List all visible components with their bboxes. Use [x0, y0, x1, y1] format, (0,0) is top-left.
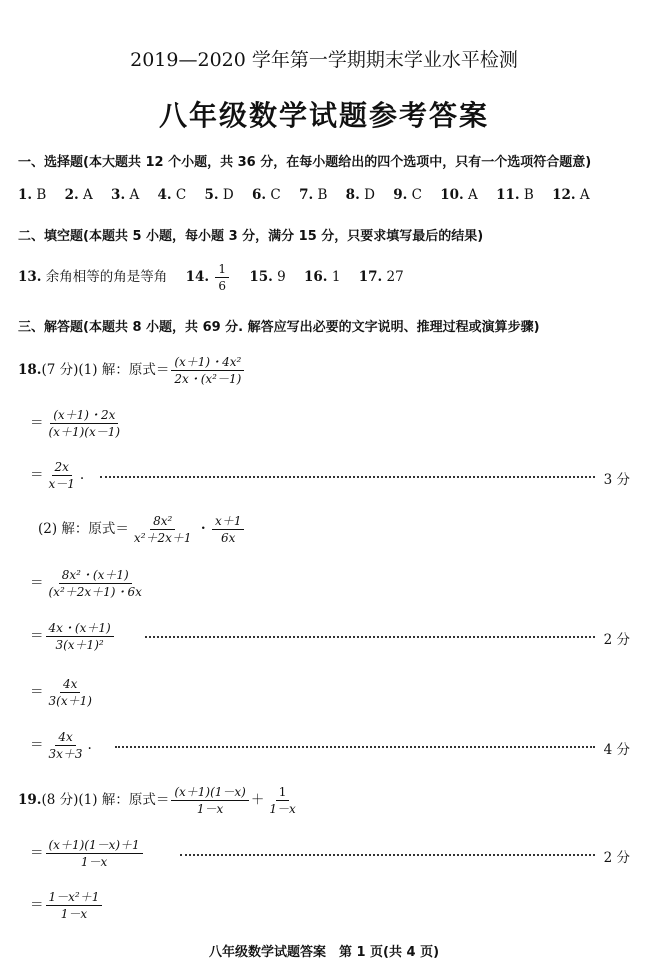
score-marker: 2 分 [603, 632, 630, 648]
fraction: $\frac{\text{8x²}}{\text{x²＋2x＋1}}$ [133, 514, 192, 545]
choice-answer: 9. C [393, 187, 422, 203]
score-marker: 4 分 [603, 742, 630, 758]
choice-answer: 5. D [204, 187, 234, 203]
q19-line-3: ＝ $\frac{\text{1－x²＋1}}{1-x}$ [30, 890, 104, 921]
fraction: $\frac{(x+1)(1-x)}{1-x}$ [171, 785, 249, 816]
q18-line-2: ＝ $\frac{(x+1)・2x}{(x+1)(x-1)}$ [30, 408, 125, 439]
q19-line-1: 19.(8 分)(1) 解：原式＝ $\frac{(x+1)(1-x)}{1-x}$ ＋ $\frac{1}{1-x}$ [18, 785, 301, 816]
fraction: $\frac{\text{8x²・(x＋1)}}{\text{(x²＋2x＋1)・6x}}$ [48, 568, 142, 599]
fraction: $\frac{\text{1－x²＋1}}{1-x}$ [46, 890, 103, 921]
fill-answers-row: 13. 余角相等的角是等角 14. $\frac{1}{6}$ 15. 9 16. 1 17. 27 [18, 262, 404, 293]
score-marker: 2 分 [603, 850, 630, 866]
dotted-leader [145, 636, 595, 638]
dotted-leader [100, 476, 595, 478]
score-marker: 3 分 [603, 472, 630, 488]
section-heading-solve: 三、解答题(本题共 8 小题，共 69 分. 解答应写出必要的文字说明、推理过程或演算步骤) [18, 320, 540, 335]
fraction: $\frac{x+1}{6x}$ [212, 514, 244, 545]
q18-part2-line-5: ＝ $\frac{4x}{3x+3}$ . [30, 730, 92, 761]
choice-answer: 7. B [299, 187, 328, 203]
fraction: $\frac{1}{1-x}$ [269, 785, 296, 816]
choice-answer: 2. A [64, 187, 93, 203]
choice-answer: 12. A [552, 187, 590, 203]
section-heading-fill: 二、填空题(本题共 5 小题，每小题 3 分，满分 15 分，只要求填写最后的结果) [18, 229, 484, 244]
page-title: 八年级数学试题参考答案 [158, 99, 489, 132]
fraction: $\frac{4x}{3(x+1)}$ [48, 677, 92, 708]
choice-answer: 8. D [345, 187, 375, 203]
dotted-leader [115, 746, 595, 748]
dotted-leader [180, 854, 595, 856]
fraction: $\frac{1}{6}$ [215, 262, 229, 293]
choice-answer: 1. B [18, 187, 47, 203]
q18-line-3: ＝ $\frac{2x}{x-1}$ . [30, 460, 85, 491]
fraction: $\frac{\text{(x＋1)・4x²}}{\text{2x・(x²－1)}}$ [171, 355, 244, 386]
q18-part2-line-1: (2) 解：原式＝ $\frac{\text{8x²}}{\text{x²＋2x＋1}}$ ・ $\frac{x+1}{6x}$ [38, 514, 246, 545]
q18-part2-line-4: ＝ $\frac{4x}{3(x+1)}$ [30, 677, 97, 708]
choice-answer: 10. A [440, 187, 478, 203]
page-footer: 八年级数学试题答案 第 1 页(共 4 页) [208, 945, 440, 960]
fraction: $\frac{4x・(x+1)}{\text{3(x＋1)²}}$ [46, 621, 114, 652]
fraction: $\frac{4x}{3x+3}$ [48, 730, 83, 761]
q19-line-2: ＝ $\frac{(x+1)(1-x)+1}{1-x}$ [30, 838, 145, 869]
fraction: $\frac{(x+1)・2x}{(x+1)(x-1)}$ [48, 408, 121, 439]
fraction: $\frac{(x+1)(1-x)+1}{1-x}$ [46, 838, 143, 869]
choice-answers-row [18, 187, 590, 203]
choice-answer: 4. C [157, 187, 187, 203]
choice-answer: 6. C [252, 187, 281, 203]
exam-subtitle: 2019—2020 学年第一学期期末学业水平检测 [130, 49, 518, 71]
fraction: $\frac{2x}{x-1}$ [48, 460, 75, 491]
section-heading-choice: 一、选择题(本大题共 12 个小题，共 36 分，在每小题给出的四个选项中，只有一个选项符合题意) [18, 155, 592, 170]
q18-line-1: 18.(7 分)(1) 解：原式＝ $\frac{\text{(x＋1)・4x²}}{\text{2x・(x²－1)}}$ [18, 355, 246, 386]
choice-answer: 3. A [111, 187, 140, 203]
q18-part2-line-2: ＝ $\frac{\text{8x²・(x＋1)}}{\text{(x²＋2x＋1)・6x}}$ [30, 568, 147, 599]
choice-answer: 11. B [496, 187, 534, 203]
q18-part2-line-3: ＝ $\frac{4x・(x+1)}{\text{3(x＋1)²}}$ [30, 621, 116, 652]
